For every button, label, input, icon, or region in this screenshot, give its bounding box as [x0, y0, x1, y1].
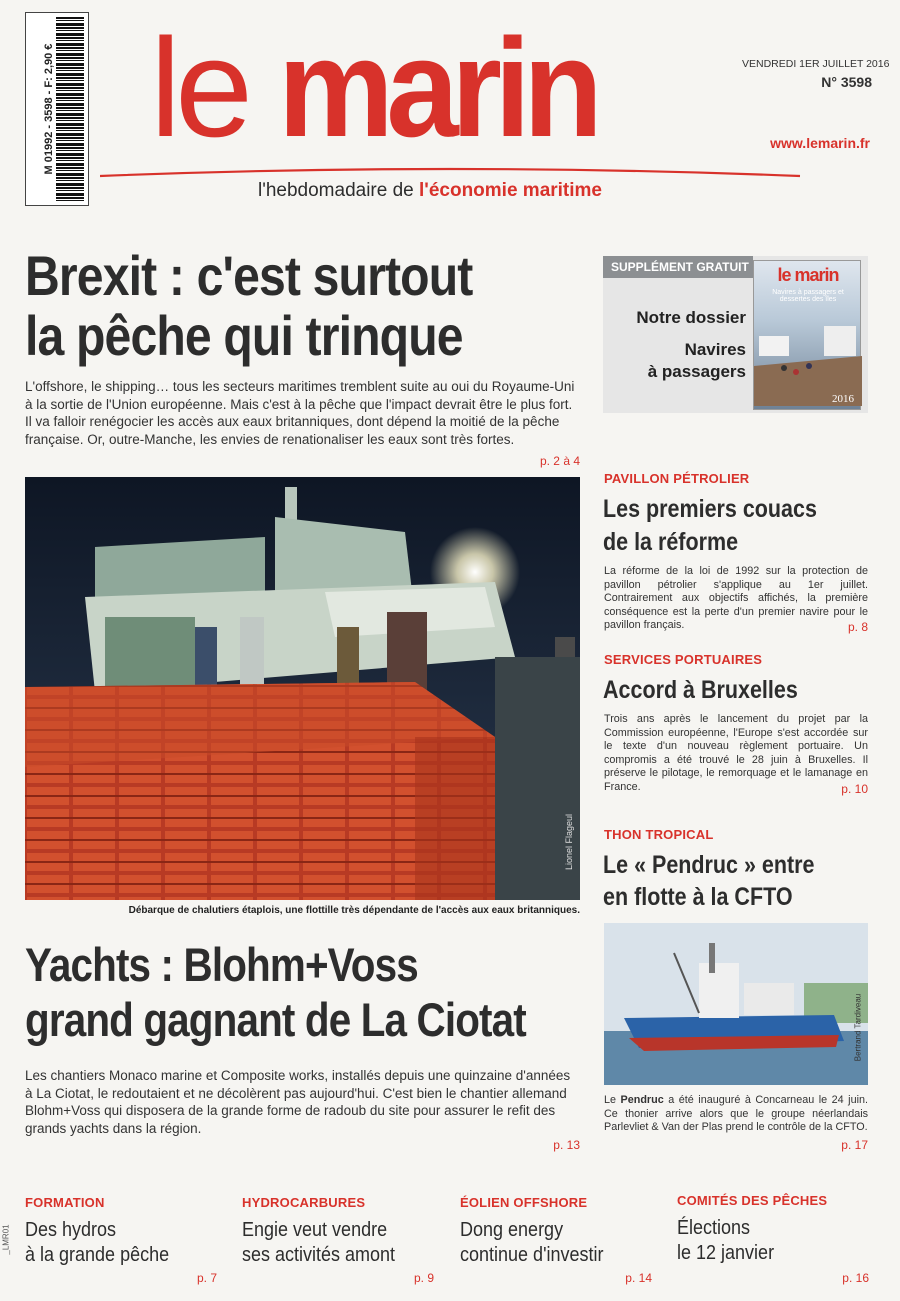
- sidebar-3-headline-1: Le « Pendruc » entre: [603, 851, 815, 879]
- footer-3-kicker: ÉOLIEN OFFSHORE: [460, 1195, 588, 1210]
- supplement-label: SUPPLÉMENT GRATUIT: [603, 256, 753, 278]
- footer-teaser-1[interactable]: [25, 1195, 217, 1290]
- footer-1-kicker: FORMATION: [25, 1195, 105, 1210]
- sidebar-3-caption-prefix: Le: [604, 1094, 621, 1106]
- yachts-body: Les chantiers Monaco marine et Composite works, installés depuis une quinzaine d'années à La Ciotat, le redoutaient et ne décolèrent pas aujourd'hui. C'est bien le chantier allemand Blohm+Voss qui disposera de la grande forme de radoub du site pour assurer le refit des grands yachts dans la région.: [25, 1068, 571, 1136]
- footer-2-kicker: HYDROCARBURES: [242, 1195, 366, 1210]
- supplement-title-2: Navires: [684, 340, 746, 359]
- yachts-headline-line2: grand gagnant de La Ciotat: [25, 993, 526, 1046]
- sidebar-3-photo-art: [604, 923, 868, 1085]
- logo-marin: marin: [278, 9, 596, 166]
- issue-date: VENDREDI 1ER JUILLET 2016: [742, 58, 890, 70]
- sidebar-2-kicker: SERVICES PORTUAIRES: [604, 652, 763, 667]
- logo-le: le: [150, 9, 247, 166]
- sidebar-1-headline-1: Les premiers couacs: [603, 495, 817, 523]
- footer-4-line2: le 12 janvier: [677, 1242, 775, 1264]
- issue-number: N° 3598: [821, 74, 872, 90]
- supplement-cover: [753, 260, 861, 410]
- sidebar-3-photo: [604, 923, 868, 1085]
- lead-page-ref[interactable]: p. 2 à 4: [539, 454, 580, 468]
- lead-headline-line1: Brexit : c'est surtout: [25, 244, 473, 307]
- supplement-cover-subtitle: Navires à passagers et dessertes des îles: [772, 289, 844, 303]
- footer-3-line2: continue d'investir: [460, 1244, 604, 1266]
- footer-2-line1: Engie veut vendre: [242, 1219, 388, 1241]
- sidebar-2-body: Trois ans après le lancement du projet par la Commission européenne, l'Europe s'est accordée sur le texte d'un nouveau règlement portuaire. Un compromis a été trouvé le 28 juin à Bruxelles. Il préserve le pilotage, le remorquage et le lamanage en France.: [604, 713, 868, 793]
- footer-1-line1: Des hydros: [25, 1219, 117, 1241]
- sidebar-3-kicker: THON TROPICAL: [604, 827, 714, 842]
- supplement-cover-logo: le marin: [777, 265, 839, 285]
- footer-teaser-3[interactable]: [460, 1195, 652, 1290]
- footer-1-line2: à la grande pêche: [25, 1244, 170, 1266]
- footer-4-kicker: COMITÉS DES PÊCHES: [677, 1193, 828, 1208]
- lead-photo-credit: Lionel Flageul: [564, 813, 574, 871]
- tagline-bold: l'économie maritime: [419, 180, 602, 201]
- lead-photo-art: [25, 477, 580, 900]
- supplement-title-3: à passagers: [647, 362, 746, 381]
- lead-photo-caption: Débarque de chalutiers étaplois, une flottille très dépendante de l'accès aux eaux britanniques.: [128, 905, 580, 916]
- lead-headline-line2: la pêche qui trinque: [25, 304, 463, 367]
- website-link[interactable]: www.lemarin.fr: [770, 135, 870, 151]
- sidebar-1-body: La réforme de la loi de 1992 sur la protection de pavillon pétrolier s'applique au 1er juillet. Contrairement aux objectifs affichés, la première conséquence est la perte d'un premier navire pour le pavillon français.: [604, 565, 868, 631]
- sidebar-3-caption-rest: a été inauguré à Concarneau le 24 juin. Ce thonier arrive alors que le groupe néerlandais Parlevliet & Van der Plas prend le contrôle de la CFTO.: [604, 1094, 868, 1133]
- supplement-cover-art: [754, 306, 862, 406]
- supplement-cover-year: 2016: [832, 393, 854, 405]
- sidebar-2-page-ref[interactable]: p. 10: [841, 782, 868, 796]
- supplement-title-1: Notre dossier: [636, 308, 746, 327]
- barcode: [25, 12, 89, 206]
- sidebar-3-page-ref[interactable]: p. 17: [841, 1138, 868, 1152]
- yachts-headline-line1: Yachts : Blohm+Voss: [25, 938, 418, 991]
- sidebar-1-headline-2: de la réforme: [603, 528, 739, 556]
- lead-body: L'offshore, le shipping… tous les secteurs maritimes tremblent suite au oui du Royaume-Uni à la sortie de l'Union européenne. Mais c'est à la pêche que l'impact devrait être le plus fort. Il va falloir renégocier les accès aux eaux britanniques, dont dépend la moitié de la pêche française. Or, outre-Manche, les envies de renationaliser les eaux sont très fortes.: [25, 379, 575, 447]
- sidebar-3-headline-2: en flotte à la CFTO: [603, 883, 793, 911]
- footer-4-line1: Élections: [677, 1217, 751, 1239]
- footer-1-page-ref: p. 7: [196, 1271, 217, 1285]
- footer-3-line1: Dong energy: [460, 1219, 564, 1241]
- footer-2-line2: ses activités amont: [242, 1244, 396, 1266]
- footer-3-page-ref: p. 14: [625, 1271, 652, 1285]
- sidebar-3-caption: [604, 1094, 868, 1135]
- side-code: _LMR01: [1, 1224, 11, 1255]
- yachts-page-ref[interactable]: p. 13: [553, 1138, 580, 1152]
- lead-photo: [25, 477, 580, 900]
- sidebar-1-kicker: PAVILLON PÉTROLIER: [604, 471, 750, 486]
- sidebar-2-headline-1: Accord à Bruxelles: [603, 676, 798, 704]
- sidebar-3-caption-bold: Pendruc: [620, 1094, 664, 1106]
- supplement-box[interactable]: [603, 256, 868, 413]
- barcode-text: M 01992 - 3598 - F: 2,90 €: [43, 43, 55, 175]
- footer-2-page-ref: p. 9: [413, 1271, 434, 1285]
- sidebar-3-photo-credit: Bertrand Tardiveau: [853, 993, 863, 1062]
- footer-4-page-ref: p. 16: [842, 1271, 869, 1285]
- barcode-lines: [56, 17, 84, 203]
- sidebar-1-page-ref[interactable]: p. 8: [847, 620, 868, 634]
- footer-teaser-2[interactable]: [242, 1195, 434, 1290]
- logo: [150, 9, 750, 168]
- footer-teaser-4[interactable]: [677, 1193, 869, 1288]
- tagline-prefix: l'hebdomadaire de: [258, 180, 420, 201]
